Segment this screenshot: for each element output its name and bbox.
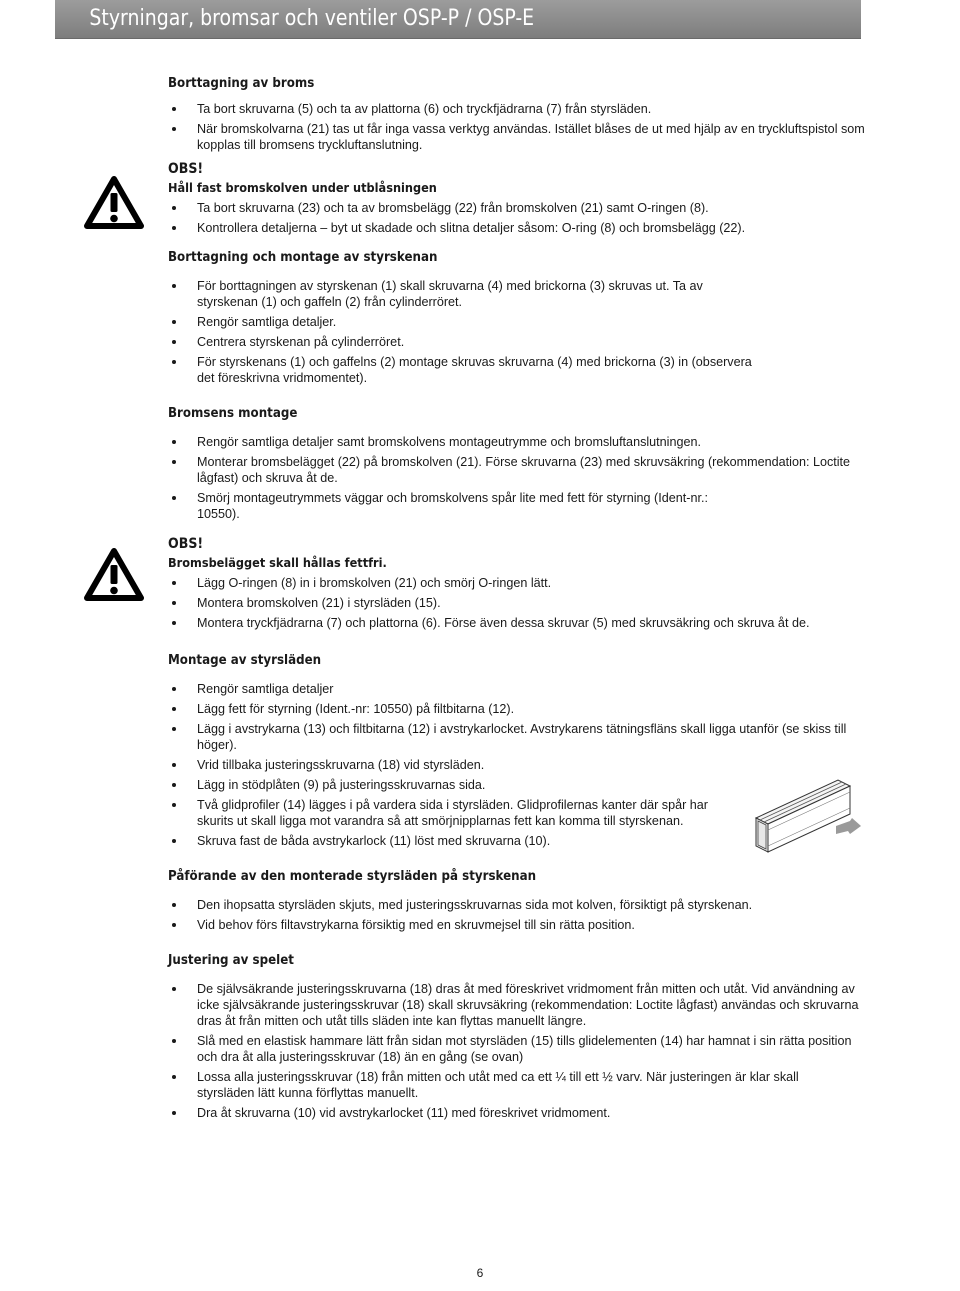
obs-block (168, 161, 868, 236)
section-title: Borttagning och montage av styrskenan (168, 250, 438, 265)
bullet-list (168, 981, 868, 1121)
bullet-list (168, 575, 868, 631)
list-item: Rengör samtliga detaljer (168, 681, 742, 697)
list-item: Rengör samtliga detaljer. (168, 314, 868, 330)
list-item: För borttagningen av styrskenan (1) skall skruvarna (4) med brickorna (3) skruvas ut. Ta av styrskenan (1) och gaffeln (2) från cylinderröret. (168, 278, 757, 310)
page-title: Styrningar, bromsar och ventiler OSP-P / OSP-E (89, 6, 535, 31)
section-borttagning-broms (168, 76, 868, 236)
obs-block (168, 536, 868, 631)
bullet-list (168, 434, 868, 522)
section-title: Justering av spelet (168, 953, 294, 968)
section-title: Borttagning av broms (168, 76, 315, 91)
bullet-list (168, 101, 868, 153)
bullet-list (168, 681, 868, 849)
list-item: För styrskenans (1) och gaffelns (2) montage skruvas skruvarna (4) med brickorna (3) in (observera det föreskrivna vridmomentet). (168, 354, 767, 386)
list-item: De självsäkrande justeringsskruvarna (18) dras åt med föreskrivet vridmoment från mitten och utåt. Vid användning av icke självsäkrande justeringsskruvar (18) skall skruvsäkring (rekommendation: Loctite lågfast) användas och skruvarna dras åt från mitten och utåt tills släden inte kan flyttas manuellt längre. (168, 981, 862, 1029)
warning-triangle-icon (84, 176, 144, 230)
list-item: Monterar bromsbelägget (22) på bromskolven (21). Förse skruvarna (23) med skruvsäkring (rekommendation: Loctite lågfast) och skruva åt de. (168, 454, 857, 486)
page-header (55, 0, 861, 39)
section-paforande (168, 869, 868, 933)
list-item: Ta bort skruvarna (23) och ta av bromsbelägg (22) från bromskolven (21) samt O-ringen (8). (168, 200, 868, 216)
list-item: Skruva fast de båda avstrykarlock (11) löst med skruvarna (10). (168, 833, 742, 849)
section-bromsens-montage (168, 406, 868, 631)
main-content (168, 76, 868, 1137)
list-item: Den ihopsatta styrsläden skjuts, med justeringsskruvarnas sida mot kolven, försiktigt på styrskenan. (168, 897, 868, 913)
list-item: Lägg i avstrykarna (13) och filtbitarna (12) i avstrykarlocket. Avstrykarens tätningsfläns skall ligga utanför (se skiss till höger). (168, 721, 857, 753)
list-item: Smörj montageutrymmets väggar och bromskolvens spår lite med fett för styrning (Ident-nr.: 10550). (168, 490, 737, 522)
page-number: 6 (476, 1266, 484, 1280)
list-item: Slå med en elastisk hammare lätt från sidan mot styrsläden (15) tills glidelementen (14) har hamnat i sin rätta position och dra åt alla justeringsskruvar (18) än en gång (se ovan) (168, 1033, 862, 1065)
section-styrskenan (168, 250, 868, 386)
section-title: Montage av styrsläden (168, 653, 322, 668)
list-item: Dra åt skruvarna (10) vid avstrykarlocket (11) med föreskrivet vridmoment. (168, 1105, 868, 1121)
list-item: Centrera styrskenan på cylinderröret. (168, 334, 868, 350)
list-item: Lägg fett för styrning (Ident.-nr: 10550) på filtbitarna (12). (168, 701, 742, 717)
warning-triangle-icon (84, 548, 144, 602)
list-item: När bromskolvarna (21) tas ut får inga vassa verktyg användas. Istället blåses de ut med hjälp av en tryckluftspistol som kopplas till bromsens tryckluftanslutning. (168, 121, 867, 153)
list-item: Montera bromskolven (21) i styrsläden (15). (168, 595, 868, 611)
section-justering-spelet (168, 953, 868, 1121)
list-item: Ta bort skruvarna (5) och ta av plattorna (6) och tryckfjädrarna (7) från styrsläden. (168, 101, 868, 117)
list-item: Lossa alla justeringsskruvar (18) från mitten och utåt med ca ett ¼ till ett ½ varv. När justeringen är klar skall styrsläden lätt kunna förflyttas manuellt. (168, 1069, 857, 1101)
obs-subtitle: Bromsbelägget skall hållas fettfri. (168, 555, 387, 570)
list-item: Lägg in stödplåten (9) på justeringsskruvarnas sida. (168, 777, 742, 793)
bullet-list (168, 897, 868, 933)
obs-subtitle: Håll fast bromskolven under utblåsningen (168, 180, 437, 195)
list-item: Kontrollera detaljerna – byt ut skadade och slitna detaljer såsom: O-ring (8) och bromsbelägg (22). (168, 220, 868, 236)
list-item: Två glidprofiler (14) lägges i på vardera sida i styrsläden. Glidprofilernas kanter där spår har skurits ut skall ligga mot varandra så att smörjnipplarnas fett kan komma till styrskenan. (168, 797, 742, 829)
list-item: Vid behov förs filtavstrykarna försiktig med en skruvmejsel till sin rätta position. (168, 917, 868, 933)
list-item: Montera tryckfjädrarna (7) och plattorna (6). Förse även dessa skruvar (5) med skruvsäkring och skruva åt de. (168, 615, 857, 631)
list-item: Rengör samtliga detaljer samt bromskolvens montageutrymme och bromsluftanslutningen. (168, 434, 868, 450)
obs-label: OBS! (168, 161, 204, 177)
section-title: Bromsens montage (168, 406, 298, 421)
list-item: Vrid tillbaka justeringsskruvarna (18) vid styrsläden. (168, 757, 742, 773)
list-item: Lägg O-ringen (8) in i bromskolven (21) och smörj O-ringen lätt. (168, 575, 868, 591)
section-title: Påförande av den monterade styrsläden på styrskenan (168, 869, 537, 884)
bullet-list (168, 278, 868, 386)
obs-label: OBS! (168, 536, 204, 552)
section-montage-styrsladen (168, 653, 868, 849)
bullet-list (168, 200, 868, 236)
